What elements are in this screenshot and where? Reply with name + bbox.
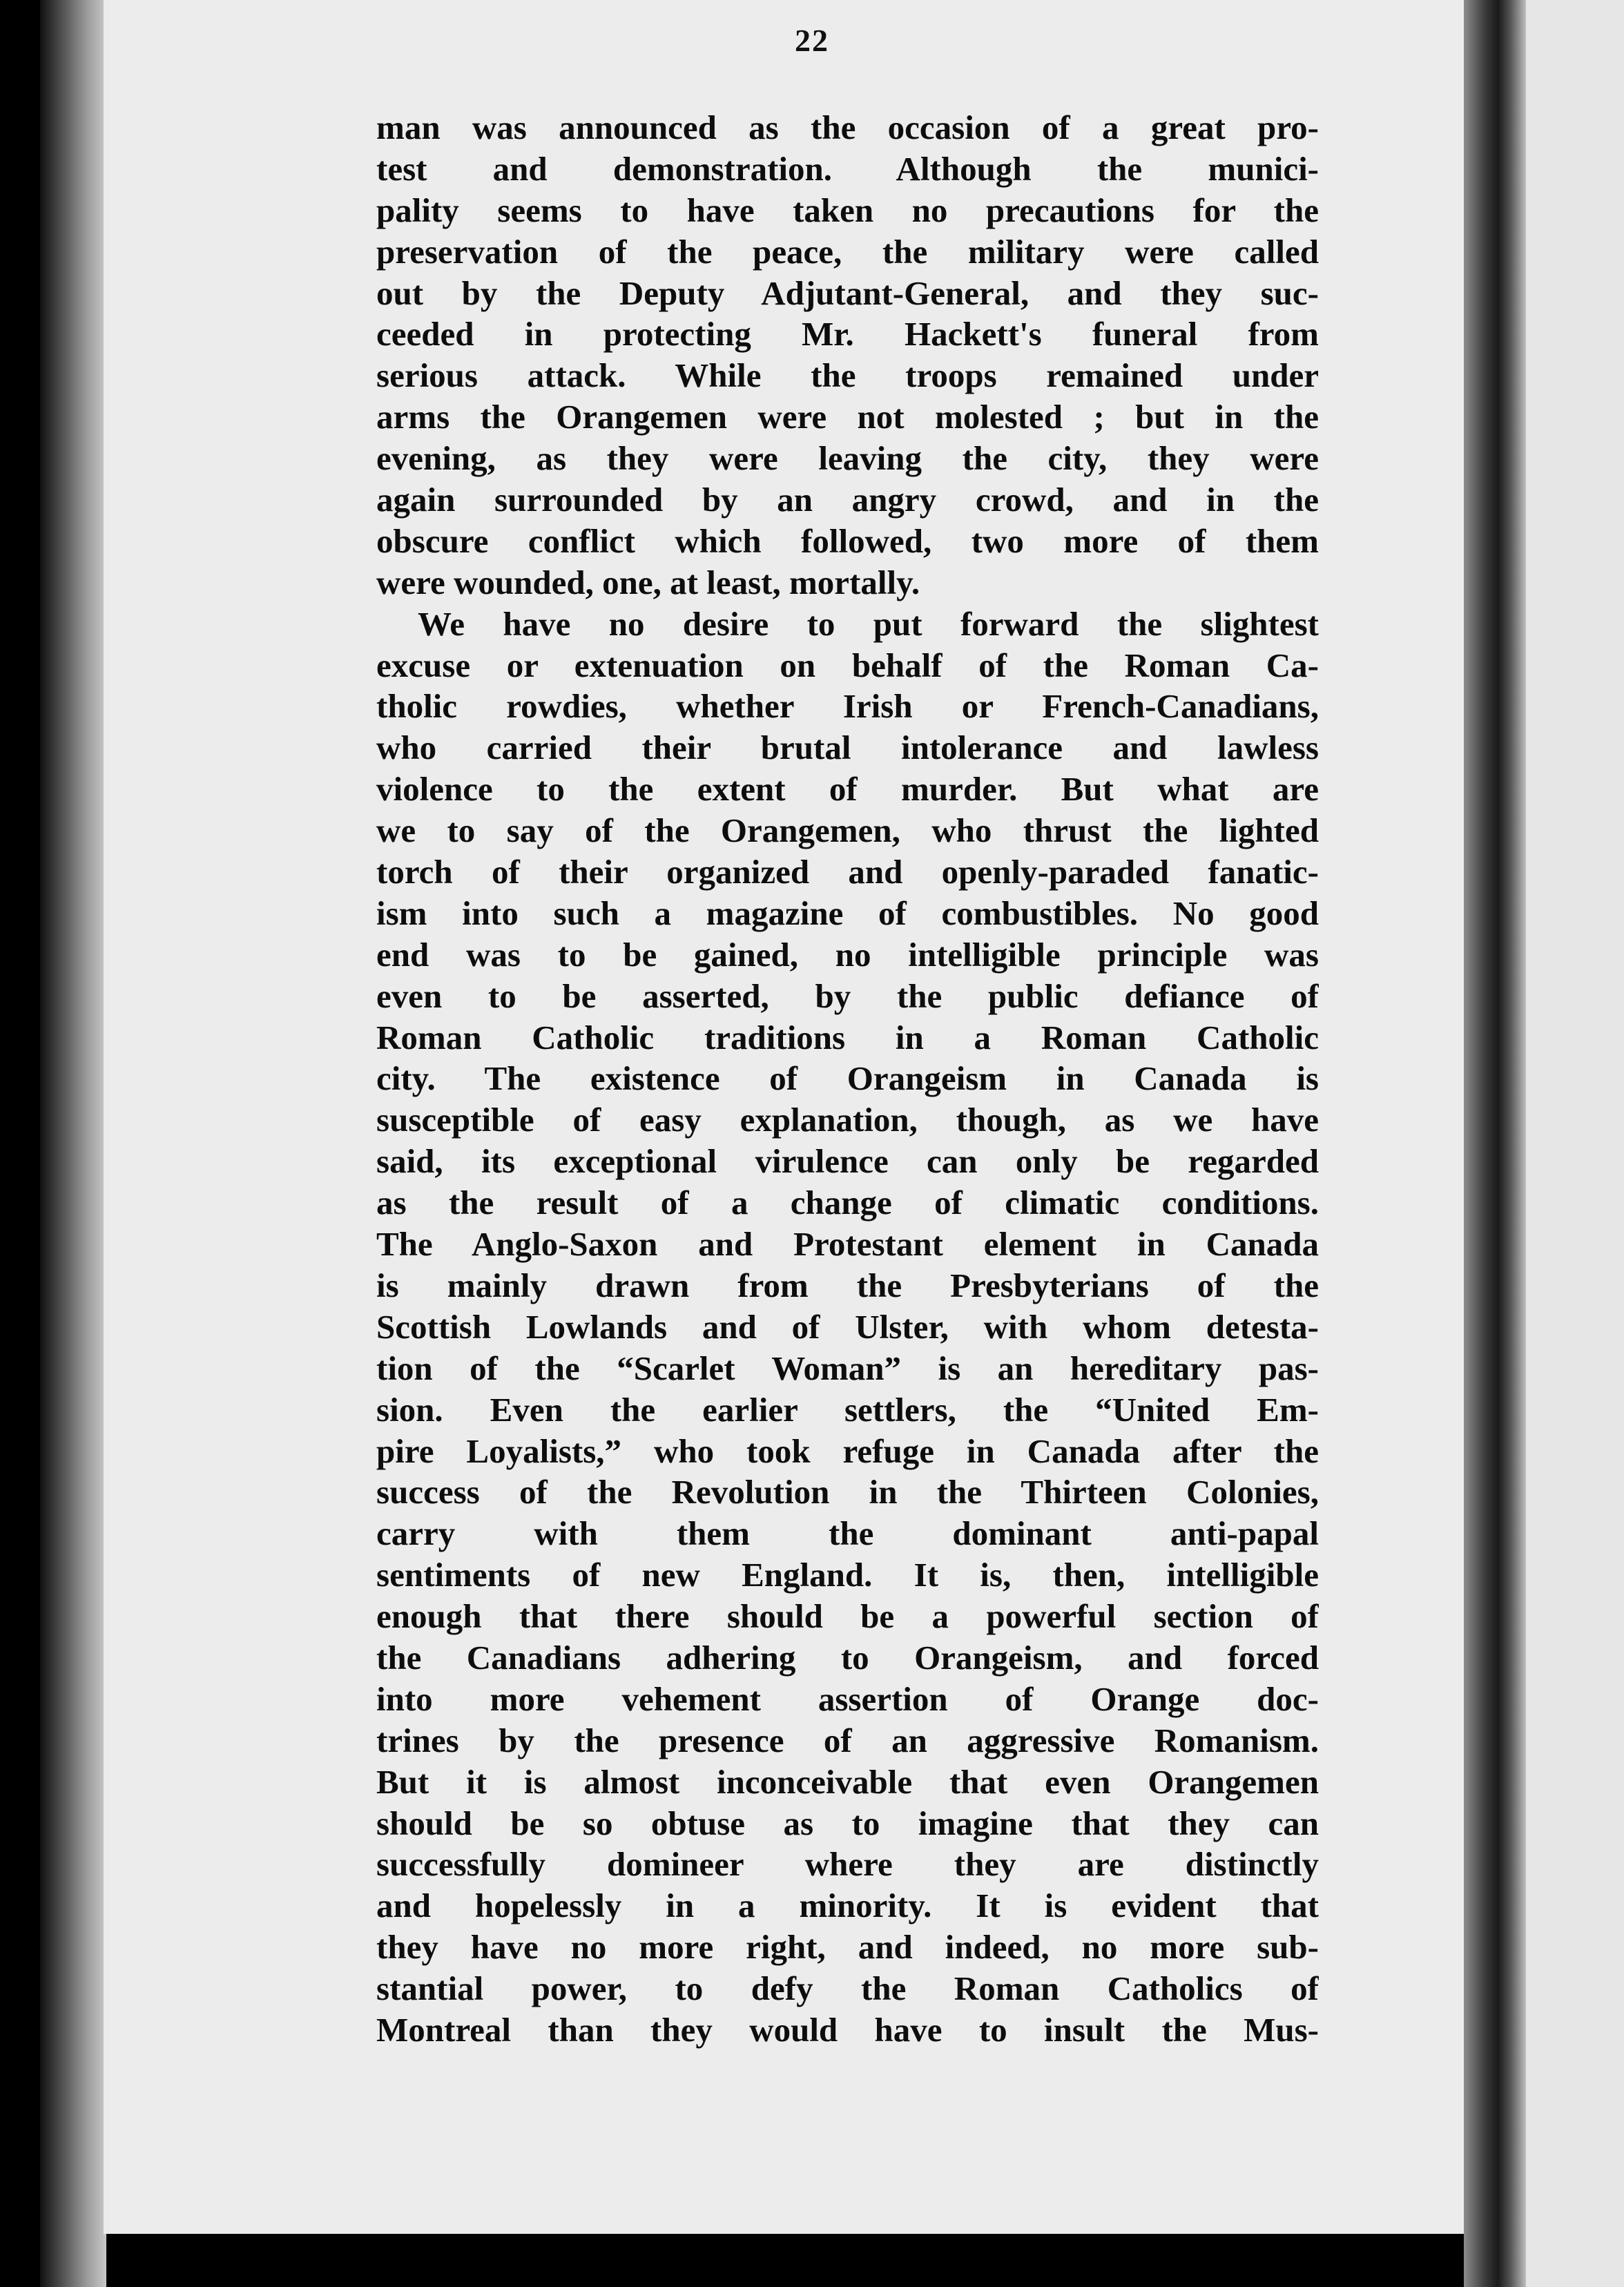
book-gutter <box>1464 0 1526 2287</box>
text-line: serious attack. While the troops remained under <box>376 356 1319 395</box>
paragraph-1 <box>376 107 1319 604</box>
text-line: trines by the presence of an aggressive Romanism. <box>376 1721 1319 1759</box>
text-line: pality seems to have taken no precautions for the <box>376 191 1319 229</box>
text-line: tholic rowdies, whether Irish or French-Canadians, <box>376 687 1319 726</box>
text-line: into more vehement assertion of Orange doc- <box>376 1679 1319 1718</box>
text-line: carry with them the dominant anti-papal <box>376 1514 1319 1553</box>
book-spine-edge <box>40 0 106 2287</box>
text-line: excuse or extenuation on behalf of the Roman Ca- <box>376 646 1319 684</box>
text-line: But it is almost inconceivable that even Orangemen <box>376 1762 1319 1801</box>
text-line: we to say of the Orangemen, who thrust the lighted <box>376 811 1319 850</box>
text-line: We have no desire to put forward the slightest <box>418 604 1319 643</box>
text-line: the Canadians adhering to Orangeism, and forced <box>376 1638 1319 1677</box>
text-line: test and demonstration. Although the munici- <box>376 149 1319 188</box>
text-line: ism into such a magazine of combustibles. No good <box>376 894 1319 932</box>
text-line: who carried their brutal intolerance and lawless <box>376 728 1319 767</box>
text-line: end was to be gained, no intelligible principle was <box>376 935 1319 974</box>
text-line: ceeded in protecting Mr. Hackett's funeral from <box>376 315 1319 354</box>
adjacent-page-edge <box>1526 0 1624 2287</box>
text-line: again surrounded by an angry crowd, and in the <box>376 481 1319 519</box>
text-line: should be so obtuse as to imagine that they can <box>376 1804 1319 1842</box>
text-line: sion. Even the earlier settlers, the “United Em- <box>376 1390 1319 1429</box>
text-line: evening, as they were leaving the city, they were <box>376 439 1319 478</box>
text-line: Montreal than they would have to insult the Mus- <box>376 2010 1319 2049</box>
text-line: tion of the “Scarlet Woman” is an hereditary pas- <box>376 1349 1319 1387</box>
text-line: stantial power, to defy the Roman Catholics of <box>376 1969 1319 2008</box>
text-line: even to be asserted, by the public defiance of <box>376 976 1319 1015</box>
text-line: said, its exceptional virulence can only be regarded <box>376 1142 1319 1181</box>
text-line: out by the Deputy Adjutant-General, and they suc- <box>376 273 1319 312</box>
text-line: and hopelessly in a minority. It is evident that <box>376 1886 1319 1925</box>
text-line: man was announced as the occasion of a great pro- <box>376 108 1319 146</box>
text-line: successfully domineer where they are distinctly <box>376 1845 1319 1884</box>
text-line: as the result of a change of climatic conditions. <box>376 1184 1319 1222</box>
text-line: The Anglo-Saxon and Protestant element in Canada <box>376 1225 1319 1264</box>
text-line: Roman Catholic traditions in a Roman Catholic <box>376 1018 1319 1056</box>
text-line: they have no more right, and indeed, no more sub- <box>376 1928 1319 1967</box>
text-line: susceptible of easy explanation, though, as we have <box>376 1101 1319 1139</box>
text-line: torch of their organized and openly-paraded fanatic- <box>376 853 1319 891</box>
paragraph-2 <box>376 604 1319 2051</box>
text-line: were wounded, one, at least, mortally. <box>376 563 920 601</box>
text-line: obscure conflict which followed, two more of them <box>376 521 1319 560</box>
text-line: pire Loyalists,” who took refuge in Canada after the <box>376 1431 1319 1470</box>
text-line: success of the Revolution in the Thirteen Colonies, <box>376 1473 1319 1512</box>
text-line: preservation of the peace, the military were called <box>376 232 1319 271</box>
text-line: enough that there should be a powerful section of <box>376 1597 1319 1636</box>
text-line: city. The existence of Orangeism in Canada is <box>376 1059 1319 1098</box>
text-line: arms the Orangemen were not molested ; but in the <box>376 398 1319 436</box>
text-line: sentiments of new England. It is, then, intelligible <box>376 1556 1319 1594</box>
body-text <box>376 107 1319 2051</box>
text-line: violence to the extent of murder. But what are <box>376 770 1319 809</box>
text-line: Scottish Lowlands and of Ulster, with whom detesta- <box>376 1307 1319 1346</box>
text-line: is mainly drawn from the Presbyterians of the <box>376 1266 1319 1304</box>
page-number: 22 <box>795 23 829 58</box>
